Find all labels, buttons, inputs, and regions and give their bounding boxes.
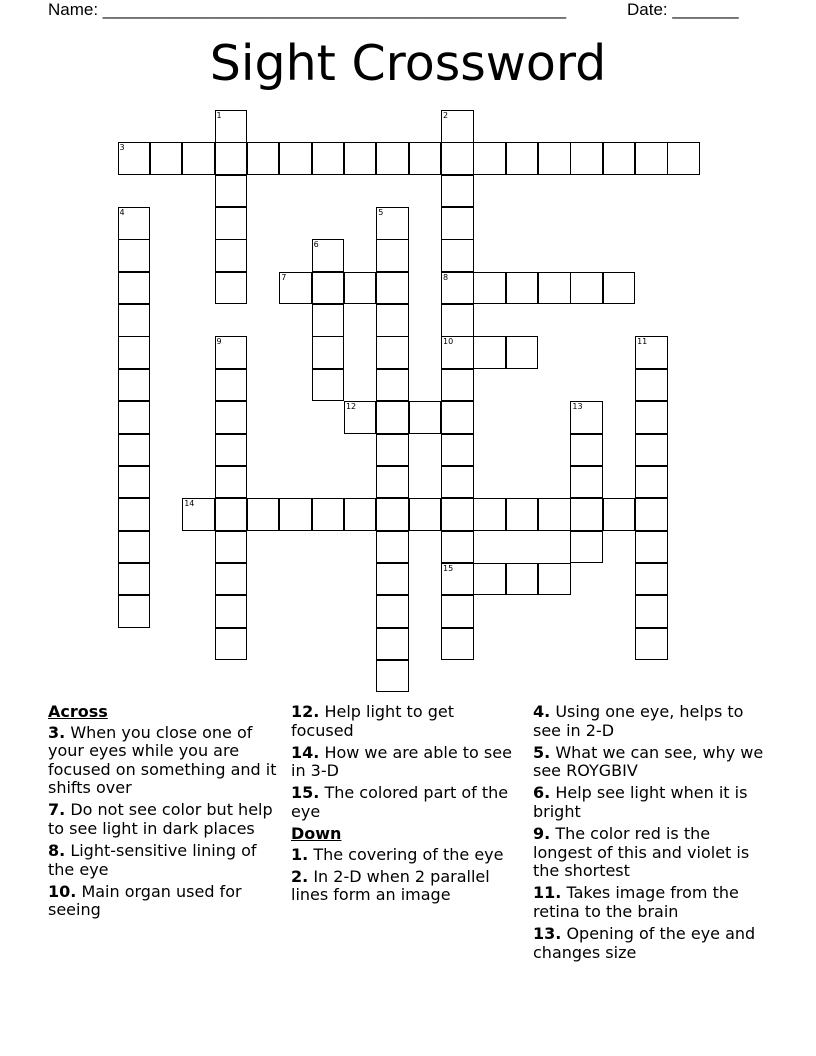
grid-cell[interactable]: [506, 142, 539, 175]
grid-cell[interactable]: [635, 563, 668, 596]
clue-column-2: [291, 703, 516, 908]
grid-cell[interactable]: [538, 563, 571, 596]
grid-cell[interactable]: [635, 498, 668, 531]
grid-cell[interactable]: [118, 304, 151, 337]
grid-cell[interactable]: [376, 563, 409, 596]
grid-cell[interactable]: [215, 272, 248, 305]
grid-cell[interactable]: [376, 531, 409, 564]
clue-across-15: 15. The colored part of the eye: [291, 783, 509, 821]
clue-column-1: [48, 703, 280, 924]
clue-across-14: 14. How we are able to see in 3-D: [291, 742, 512, 781]
grid-cell[interactable]: [182, 498, 215, 531]
grid-cell[interactable]: [215, 239, 248, 272]
grid-cell[interactable]: [603, 498, 636, 531]
clue-down-13: 13. Opening of the eye and changes size: [533, 924, 756, 962]
clue-across-3: 3. When you close one of your eyes while you are focused on something and it shifts over: [48, 722, 277, 798]
grid-cell[interactable]: [506, 272, 539, 305]
grid-cell[interactable]: [376, 272, 409, 305]
clue-number: 13: [572, 402, 583, 412]
grid-cell[interactable]: [344, 401, 377, 434]
grid-cell[interactable]: [473, 498, 506, 531]
grid-cell[interactable]: [215, 434, 248, 467]
grid-cell[interactable]: [376, 466, 409, 499]
grid-cell[interactable]: [376, 628, 409, 661]
grid-cell[interactable]: [312, 369, 345, 402]
grid-cell[interactable]: [473, 336, 506, 369]
grid-cell[interactable]: [441, 304, 474, 337]
grid-cell[interactable]: [118, 207, 151, 240]
grid-cell[interactable]: [312, 304, 345, 337]
grid-cell[interactable]: [312, 336, 345, 369]
grid-cell[interactable]: [215, 563, 248, 596]
grid-cell[interactable]: [538, 498, 571, 531]
page-title: Sight Crossword: [209, 35, 607, 92]
grid-cell[interactable]: [215, 110, 248, 143]
clue-number: 14: [184, 499, 195, 509]
grid-cell[interactable]: [279, 142, 312, 175]
grid-cell[interactable]: [409, 498, 442, 531]
grid-cell[interactable]: [441, 595, 474, 628]
grid-cell[interactable]: [473, 142, 506, 175]
grid-cell[interactable]: [215, 531, 248, 564]
grid-cell[interactable]: [441, 207, 474, 240]
grid-cell[interactable]: [441, 531, 474, 564]
grid-cell[interactable]: [247, 142, 280, 175]
date-field: Date: _______: [627, 0, 739, 19]
grid-cell[interactable]: [441, 498, 474, 531]
grid-cell[interactable]: [570, 466, 603, 499]
grid-cell[interactable]: [635, 595, 668, 628]
grid-cell[interactable]: [118, 498, 151, 531]
clue-across-10: 10. Main organ used for seeing: [48, 881, 242, 920]
grid-cell[interactable]: [215, 595, 248, 628]
grid-cell[interactable]: [344, 142, 377, 175]
grid-cell[interactable]: [215, 207, 248, 240]
grid-cell[interactable]: [312, 498, 345, 531]
clue-down-5: 5. What we can see, why we see ROYGBIV: [533, 742, 764, 781]
grid-cell[interactable]: [603, 272, 636, 305]
grid-cell[interactable]: [118, 466, 151, 499]
grid-cell[interactable]: [506, 563, 539, 596]
grid-cell[interactable]: [635, 369, 668, 402]
clue-number: 9: [216, 337, 222, 347]
grid-cell[interactable]: [376, 336, 409, 369]
grid-cell[interactable]: [118, 142, 151, 175]
clue-down-11: 11. Takes image from the retina to the brain: [533, 883, 739, 921]
grid-cell[interactable]: [279, 498, 312, 531]
clue-number: 11: [637, 337, 648, 347]
grid-cell[interactable]: [538, 142, 571, 175]
across-heading: Across: [48, 702, 108, 721]
grid-cell[interactable]: [376, 369, 409, 402]
grid-cell[interactable]: [312, 142, 345, 175]
clue-number: 7: [281, 272, 287, 282]
grid-cell[interactable]: [570, 401, 603, 434]
clue-down-4: 4. Using one eye, helps to see in 2-D: [533, 702, 744, 740]
grid-cell[interactable]: [344, 498, 377, 531]
grid-cell[interactable]: [118, 272, 151, 305]
grid-cell[interactable]: [376, 239, 409, 272]
grid-cell[interactable]: [182, 142, 215, 175]
clue-down-9: 9. The color red is the longest of this and violet is the shortest: [533, 824, 750, 881]
clue-column-3: [533, 703, 773, 966]
grid-cell[interactable]: [150, 142, 183, 175]
grid-cell[interactable]: [279, 272, 312, 305]
grid-cell[interactable]: [635, 531, 668, 564]
clue-across-8: 8. Light-sensitive lining of the eye: [48, 841, 257, 879]
grid-cell[interactable]: [441, 369, 474, 402]
grid-cell[interactable]: [118, 595, 151, 628]
grid-cell[interactable]: [635, 142, 668, 175]
grid-cell[interactable]: [312, 239, 345, 272]
clue-number: 5: [378, 208, 384, 218]
grid-cell[interactable]: [118, 239, 151, 272]
grid-cell[interactable]: [635, 434, 668, 467]
grid-cell[interactable]: [215, 498, 248, 531]
grid-cell[interactable]: [409, 401, 442, 434]
clue-across-7: 7. Do not see color but help to see light in dark places: [48, 800, 273, 839]
clue-number: 2: [443, 111, 449, 120]
grid-cell[interactable]: [312, 272, 345, 305]
grid-cell[interactable]: [215, 336, 248, 369]
grid-cell[interactable]: [247, 498, 280, 531]
grid-cell[interactable]: [667, 142, 700, 175]
grid-cell[interactable]: [441, 336, 474, 369]
grid-cell[interactable]: [570, 434, 603, 467]
grid-cell[interactable]: [118, 336, 151, 369]
grid-cell[interactable]: [441, 272, 474, 305]
grid-cell[interactable]: [473, 272, 506, 305]
clue-number: 6: [313, 240, 319, 250]
grid-cell[interactable]: [118, 401, 151, 434]
grid-cell[interactable]: [118, 369, 151, 402]
grid-cell[interactable]: [570, 498, 603, 531]
grid-cell[interactable]: [118, 563, 151, 596]
grid-cell[interactable]: [376, 304, 409, 337]
grid-cell[interactable]: [441, 628, 474, 661]
grid-cell[interactable]: [376, 401, 409, 434]
grid-cell[interactable]: [376, 207, 409, 240]
grid-cell[interactable]: [376, 434, 409, 467]
grid-cell[interactable]: [215, 369, 248, 402]
clue-number: 15: [443, 563, 454, 573]
grid-cell[interactable]: [215, 142, 248, 175]
clue-down-2: 2. In 2-D when 2 parallel lines form an image: [291, 866, 490, 905]
clue-number: 10: [443, 337, 454, 347]
grid-cell[interactable]: [441, 401, 474, 434]
grid-cell[interactable]: [441, 142, 474, 175]
clue-across-12: 12. Help light to get focused: [291, 702, 454, 740]
clue-down-6: 6. Help see light when it is bright: [533, 783, 748, 821]
clue-number: 1: [216, 111, 222, 120]
grid-cell[interactable]: [215, 175, 248, 208]
clue-number: 4: [119, 208, 125, 218]
clue-number: 3: [119, 143, 125, 153]
grid-cell[interactable]: [473, 563, 506, 596]
grid-cell[interactable]: [118, 434, 151, 467]
grid-cell[interactable]: [376, 498, 409, 531]
grid-cell[interactable]: [570, 142, 603, 175]
grid-cell[interactable]: [409, 142, 442, 175]
grid-cell[interactable]: [506, 336, 539, 369]
grid-cell[interactable]: [570, 272, 603, 305]
name-field: Name: _________________________________________________: [48, 0, 567, 19]
grid-cell[interactable]: [376, 142, 409, 175]
grid-cell[interactable]: [506, 498, 539, 531]
clue-down-1: 1. The covering of the eye: [291, 844, 504, 864]
grid-cell[interactable]: [635, 466, 668, 499]
grid-cell[interactable]: [118, 531, 151, 564]
grid-cell[interactable]: [635, 336, 668, 369]
grid-cell[interactable]: [215, 466, 248, 499]
grid-cell[interactable]: [441, 434, 474, 467]
grid-cell[interactable]: [635, 628, 668, 661]
grid-cell[interactable]: [215, 628, 248, 661]
clue-number: 12: [345, 402, 357, 412]
grid-cell[interactable]: [376, 595, 409, 628]
grid-cell[interactable]: [441, 563, 474, 596]
grid-cell[interactable]: [538, 272, 571, 305]
grid-cell[interactable]: [441, 466, 474, 499]
down-heading: Down: [291, 824, 342, 844]
grid-cell[interactable]: [441, 175, 474, 208]
grid-cell[interactable]: [441, 239, 474, 272]
grid-cell[interactable]: [215, 401, 248, 434]
grid-cell[interactable]: [603, 142, 636, 175]
grid-cell[interactable]: [344, 272, 377, 305]
grid-cell[interactable]: [635, 401, 668, 434]
grid-cell[interactable]: [376, 660, 409, 693]
grid-cell[interactable]: [441, 110, 474, 143]
grid-cell[interactable]: [570, 531, 603, 564]
clue-number: 8: [443, 272, 449, 282]
